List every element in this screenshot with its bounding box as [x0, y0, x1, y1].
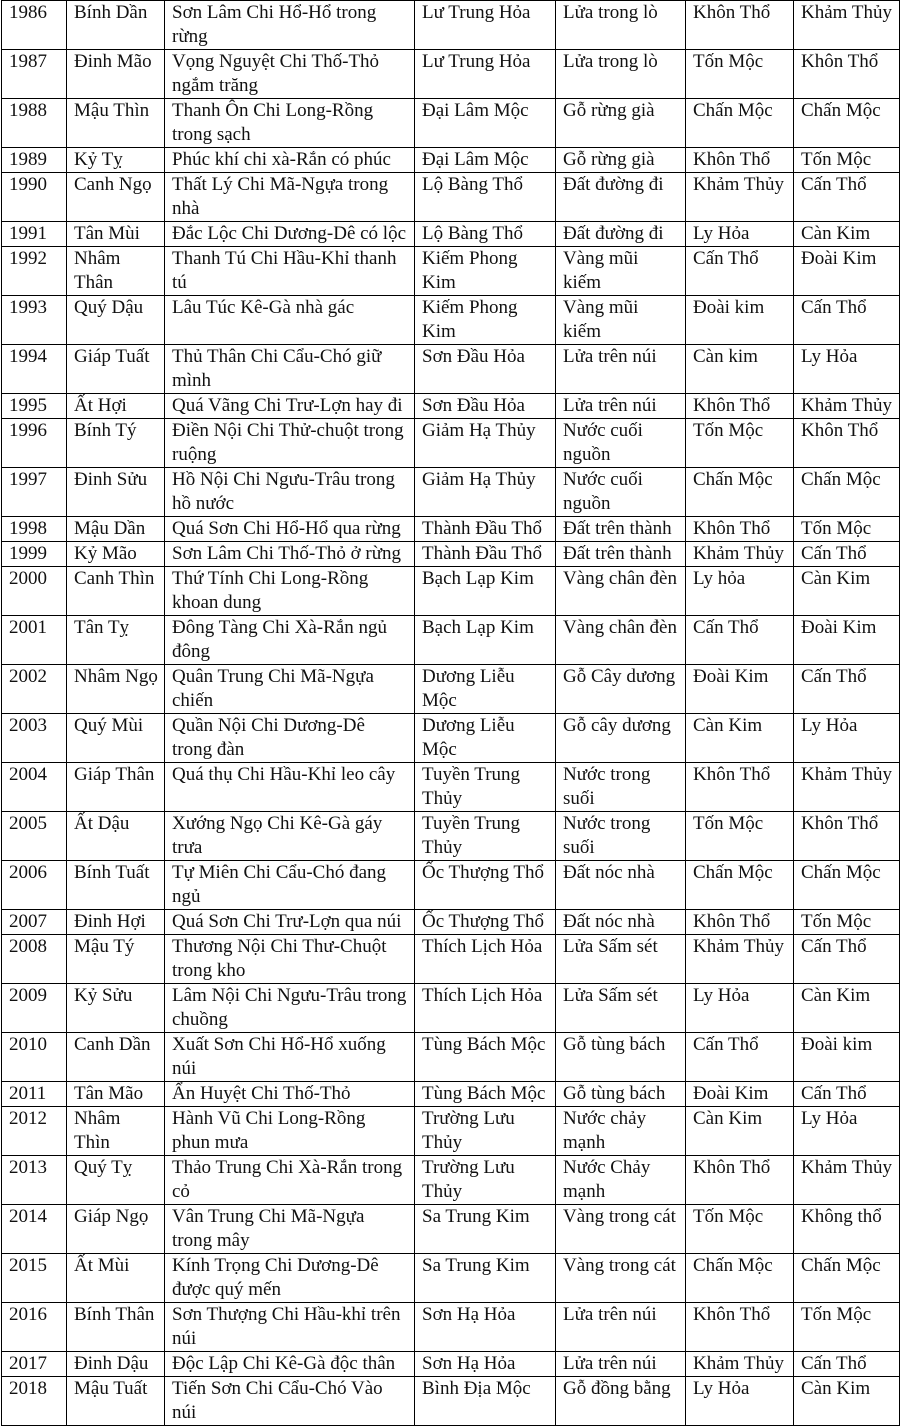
napam-cell: Tùng Bách Mộc	[415, 1082, 556, 1107]
can-chi-cell: Tân Mão	[67, 1082, 165, 1107]
year-cell: 2015	[2, 1254, 67, 1303]
napam-cell: Tuyền Trung Thủy	[415, 763, 556, 812]
napam-cell: Sa Trung Kim	[415, 1254, 556, 1303]
table-row	[2, 345, 900, 394]
menh-female-cell: Khảm Thủy	[794, 1, 900, 50]
menh-male-cell: Khôn Thổ	[686, 1, 794, 50]
table-row	[2, 247, 900, 296]
table-row	[2, 616, 900, 665]
can-chi-cell: Quý Dậu	[67, 296, 165, 345]
table-row	[2, 665, 900, 714]
menh-name-cell: Thanh Tú Chi Hầu-Khỉ thanh tú	[165, 247, 415, 296]
can-chi-cell: Mậu Thìn	[67, 99, 165, 148]
year-cell: 1995	[2, 394, 67, 419]
year-cell: 2008	[2, 935, 67, 984]
table-row	[2, 1254, 900, 1303]
napam-meaning-cell: Nước cuối nguồn	[556, 468, 686, 517]
napam-meaning-cell: Đất trên thành	[556, 517, 686, 542]
napam-meaning-cell: Đất đường đi	[556, 173, 686, 222]
table-row	[2, 468, 900, 517]
menh-female-cell: Chấn Mộc	[794, 468, 900, 517]
year-cell: 1988	[2, 99, 67, 148]
table-row	[2, 1303, 900, 1352]
napam-cell: Thành Đầu Thổ	[415, 542, 556, 567]
table-row	[2, 99, 900, 148]
napam-cell: Kiếm Phong Kim	[415, 247, 556, 296]
menh-name-cell: Hồ Nội Chi Ngưu-Trâu trong hồ nước	[165, 468, 415, 517]
menh-male-cell: Ly hỏa	[686, 567, 794, 616]
napam-cell: Lộ Bàng Thổ	[415, 222, 556, 247]
year-cell: 2016	[2, 1303, 67, 1352]
menh-name-cell: Đông Tàng Chi Xà-Rắn ngủ đông	[165, 616, 415, 665]
can-chi-cell: Bính Tuất	[67, 861, 165, 910]
year-cell: 2018	[2, 1377, 67, 1426]
table-row	[2, 567, 900, 616]
can-chi-cell: Đinh Dậu	[67, 1352, 165, 1377]
menh-female-cell: Đoài Kim	[794, 247, 900, 296]
napam-cell: Trường Lưu Thủy	[415, 1156, 556, 1205]
table-row	[2, 935, 900, 984]
menh-name-cell: Điền Nội Chi Thử-chuột trong ruộng	[165, 419, 415, 468]
can-chi-cell: Canh Thìn	[67, 567, 165, 616]
menh-name-cell: Phúc khí chi xà-Rắn có phúc	[165, 148, 415, 173]
menh-female-cell: Ly Hỏa	[794, 714, 900, 763]
menh-female-cell: Cấn Thổ	[794, 542, 900, 567]
napam-cell: Dương Liễu Mộc	[415, 665, 556, 714]
menh-name-cell: Sơn Lâm Chi Thố-Thỏ ở rừng	[165, 542, 415, 567]
year-cell: 2001	[2, 616, 67, 665]
year-cell: 1996	[2, 419, 67, 468]
table-row	[2, 1082, 900, 1107]
can-chi-cell: Đinh Mão	[67, 50, 165, 99]
napam-meaning-cell: Nước cuối nguồn	[556, 419, 686, 468]
year-cell: 1992	[2, 247, 67, 296]
can-chi-cell: Kỷ Tỵ	[67, 148, 165, 173]
menh-male-cell: Ly Hỏa	[686, 984, 794, 1033]
menh-male-cell: Ly Hỏa	[686, 1377, 794, 1426]
table-row	[2, 1, 900, 50]
table-row	[2, 714, 900, 763]
year-cell: 1998	[2, 517, 67, 542]
napam-meaning-cell: Đất trên thành	[556, 542, 686, 567]
table-row	[2, 173, 900, 222]
table-row	[2, 1352, 900, 1377]
napam-cell: Giảm Hạ Thủy	[415, 419, 556, 468]
table-row	[2, 1107, 900, 1156]
menh-female-cell: Càn Kim	[794, 1377, 900, 1426]
napam-cell: Sơn Hạ Hỏa	[415, 1303, 556, 1352]
menh-female-cell: Chấn Mộc	[794, 861, 900, 910]
napam-cell: Kiếm Phong Kim	[415, 296, 556, 345]
year-cell: 2017	[2, 1352, 67, 1377]
menh-female-cell: Cấn Thổ	[794, 296, 900, 345]
menh-name-cell: Hành Vũ Chi Long-Rồng phun mưa	[165, 1107, 415, 1156]
napam-cell: Thích Lịch Hỏa	[415, 984, 556, 1033]
menh-name-cell: Thanh Ôn Chi Long-Rồng trong sạch	[165, 99, 415, 148]
year-cell: 1986	[2, 1, 67, 50]
menh-male-cell: Khôn Thổ	[686, 517, 794, 542]
menh-name-cell: Thất Lý Chi Mã-Ngựa trong nhà	[165, 173, 415, 222]
napam-meaning-cell: Lửa trên núi	[556, 1303, 686, 1352]
can-chi-cell: Quý Mùi	[67, 714, 165, 763]
year-cell: 2012	[2, 1107, 67, 1156]
napam-meaning-cell: Đất nóc nhà	[556, 861, 686, 910]
menh-male-cell: Khôn Thổ	[686, 148, 794, 173]
year-cell: 2013	[2, 1156, 67, 1205]
table-row	[2, 517, 900, 542]
can-chi-cell: Nhâm Ngọ	[67, 665, 165, 714]
menh-name-cell: Tự Miên Chi Cẩu-Chó đang ngủ	[165, 861, 415, 910]
napam-cell: Sơn Đầu Hỏa	[415, 394, 556, 419]
napam-meaning-cell: Lửa trên núi	[556, 1352, 686, 1377]
napam-meaning-cell: Vàng trong cát	[556, 1205, 686, 1254]
menh-male-cell: Chấn Mộc	[686, 861, 794, 910]
napam-meaning-cell: Gỗ rừng già	[556, 99, 686, 148]
napam-meaning-cell: Lửa trên núi	[556, 394, 686, 419]
menh-male-cell: Càn Kim	[686, 1107, 794, 1156]
year-cell: 1994	[2, 345, 67, 394]
table-row	[2, 910, 900, 935]
menh-male-cell: Càn Kim	[686, 714, 794, 763]
menh-name-cell: Quá Vãng Chi Trư-Lợn hay đi	[165, 394, 415, 419]
menh-female-cell: Đoài kim	[794, 1033, 900, 1082]
year-cell: 1987	[2, 50, 67, 99]
menh-female-cell: Cấn Thổ	[794, 1082, 900, 1107]
napam-meaning-cell: Nước trong suối	[556, 763, 686, 812]
can-chi-cell: Đinh Hợi	[67, 910, 165, 935]
napam-meaning-cell: Lửa trên núi	[556, 345, 686, 394]
can-chi-cell: Ất Hợi	[67, 394, 165, 419]
year-cell: 1999	[2, 542, 67, 567]
napam-cell: Tuyền Trung Thủy	[415, 812, 556, 861]
menh-female-cell: Chấn Mộc	[794, 1254, 900, 1303]
menh-name-cell: Thương Nội Chi Thư-Chuột trong kho	[165, 935, 415, 984]
can-chi-cell: Kỷ Sửu	[67, 984, 165, 1033]
year-cell: 1990	[2, 173, 67, 222]
zodiac-table	[1, 0, 900, 1426]
napam-meaning-cell: Vàng chân đèn	[556, 616, 686, 665]
napam-cell: Ốc Thượng Thổ	[415, 861, 556, 910]
napam-cell: Giảm Hạ Thủy	[415, 468, 556, 517]
napam-cell: Bạch Lạp Kim	[415, 616, 556, 665]
menh-name-cell: Xuất Sơn Chi Hổ-Hổ xuống núi	[165, 1033, 415, 1082]
napam-meaning-cell: Lửa Sấm sét	[556, 935, 686, 984]
year-cell: 2014	[2, 1205, 67, 1254]
napam-cell: Thành Đầu Thổ	[415, 517, 556, 542]
can-chi-cell: Mậu Tuất	[67, 1377, 165, 1426]
table-row	[2, 984, 900, 1033]
menh-name-cell: Quá Sơn Chi Hổ-Hổ qua rừng	[165, 517, 415, 542]
napam-meaning-cell: Lửa Sấm sét	[556, 984, 686, 1033]
menh-female-cell: Khảm Thủy	[794, 394, 900, 419]
menh-name-cell: Ẩn Huyệt Chi Thố-Thỏ	[165, 1082, 415, 1107]
menh-name-cell: Quá Sơn Chi Trư-Lợn qua núi	[165, 910, 415, 935]
menh-male-cell: Tốn Mộc	[686, 1205, 794, 1254]
menh-female-cell: Khảm Thủy	[794, 1156, 900, 1205]
table-row	[2, 394, 900, 419]
menh-female-cell: Tốn Mộc	[794, 910, 900, 935]
year-cell: 2002	[2, 665, 67, 714]
menh-male-cell: Cấn Thổ	[686, 616, 794, 665]
menh-male-cell: Tốn Mộc	[686, 419, 794, 468]
year-cell: 1991	[2, 222, 67, 247]
menh-male-cell: Đoài kim	[686, 296, 794, 345]
can-chi-cell: Canh Ngọ	[67, 173, 165, 222]
napam-cell: Ốc Thượng Thổ	[415, 910, 556, 935]
menh-female-cell: Ly Hỏa	[794, 1107, 900, 1156]
menh-male-cell: Tốn Mộc	[686, 50, 794, 99]
can-chi-cell: Bính Dần	[67, 1, 165, 50]
menh-female-cell: Khảm Thủy	[794, 763, 900, 812]
table-row	[2, 50, 900, 99]
menh-female-cell: Cấn Thổ	[794, 935, 900, 984]
napam-cell: Sơn Hạ Hỏa	[415, 1352, 556, 1377]
napam-meaning-cell: Nước trong suối	[556, 812, 686, 861]
menh-female-cell: Không thổ	[794, 1205, 900, 1254]
table-row	[2, 296, 900, 345]
menh-female-cell: Cấn Thổ	[794, 1352, 900, 1377]
menh-female-cell: Tốn Mộc	[794, 517, 900, 542]
year-cell: 1989	[2, 148, 67, 173]
year-cell: 2003	[2, 714, 67, 763]
napam-meaning-cell: Gỗ Cây dương	[556, 665, 686, 714]
menh-name-cell: Sơn Thượng Chi Hầu-khỉ trên núi	[165, 1303, 415, 1352]
napam-cell: Trường Lưu Thủy	[415, 1107, 556, 1156]
can-chi-cell: Bính Thân	[67, 1303, 165, 1352]
menh-female-cell: Càn Kim	[794, 222, 900, 247]
menh-female-cell: Càn Kim	[794, 567, 900, 616]
can-chi-cell: Tân Mùi	[67, 222, 165, 247]
year-cell: 2005	[2, 812, 67, 861]
menh-male-cell: Khảm Thủy	[686, 1352, 794, 1377]
menh-male-cell: Cấn Thổ	[686, 247, 794, 296]
year-cell: 2007	[2, 910, 67, 935]
table-row	[2, 148, 900, 173]
menh-name-cell: Vọng Nguyệt Chi Thố-Thỏ ngắm trăng	[165, 50, 415, 99]
can-chi-cell: Giáp Tuất	[67, 345, 165, 394]
menh-male-cell: Khôn Thổ	[686, 910, 794, 935]
napam-meaning-cell: Vàng trong cát	[556, 1254, 686, 1303]
menh-male-cell: Cấn Thổ	[686, 1033, 794, 1082]
napam-cell: Lộ Bàng Thổ	[415, 173, 556, 222]
napam-meaning-cell: Gỗ rừng già	[556, 148, 686, 173]
menh-name-cell: Thảo Trung Chi Xà-Rắn trong cỏ	[165, 1156, 415, 1205]
table-row	[2, 1033, 900, 1082]
year-cell: 1993	[2, 296, 67, 345]
table-row	[2, 861, 900, 910]
menh-male-cell: Chấn Mộc	[686, 1254, 794, 1303]
can-chi-cell: Giáp Ngọ	[67, 1205, 165, 1254]
table-row	[2, 222, 900, 247]
menh-name-cell: Vân Trung Chi Mã-Ngựa trong mây	[165, 1205, 415, 1254]
menh-name-cell: Độc Lập Chi Kê-Gà độc thân	[165, 1352, 415, 1377]
menh-female-cell: Tốn Mộc	[794, 148, 900, 173]
table-row	[2, 812, 900, 861]
menh-female-cell: Khôn Thổ	[794, 50, 900, 99]
menh-male-cell: Đoài Kim	[686, 1082, 794, 1107]
napam-cell: Lư Trung Hỏa	[415, 1, 556, 50]
napam-meaning-cell: Gỗ đồng bằng	[556, 1377, 686, 1426]
menh-male-cell: Khảm Thủy	[686, 173, 794, 222]
year-cell: 2004	[2, 763, 67, 812]
table-row	[2, 1156, 900, 1205]
can-chi-cell: Tân Tỵ	[67, 616, 165, 665]
table-row	[2, 542, 900, 567]
menh-male-cell: Khảm Thủy	[686, 542, 794, 567]
napam-cell: Tùng Bách Mộc	[415, 1033, 556, 1082]
napam-meaning-cell: Gỗ tùng bách	[556, 1082, 686, 1107]
menh-male-cell: Khôn Thổ	[686, 1303, 794, 1352]
can-chi-cell: Mậu Tý	[67, 935, 165, 984]
menh-female-cell: Khôn Thổ	[794, 812, 900, 861]
year-cell: 2000	[2, 567, 67, 616]
menh-name-cell: Lâm Nội Chi Ngưu-Trâu trong chuồng	[165, 984, 415, 1033]
napam-meaning-cell: Lửa trong lò	[556, 50, 686, 99]
can-chi-cell: Ất Dậu	[67, 812, 165, 861]
can-chi-cell: Mậu Dần	[67, 517, 165, 542]
menh-name-cell: Thứ Tính Chi Long-Rồng khoan dung	[165, 567, 415, 616]
napam-cell: Lư Trung Hỏa	[415, 50, 556, 99]
napam-cell: Đại Lâm Mộc	[415, 99, 556, 148]
menh-female-cell: Chấn Mộc	[794, 99, 900, 148]
menh-name-cell: Quá thụ Chi Hầu-Khỉ leo cây	[165, 763, 415, 812]
menh-male-cell: Khôn Thổ	[686, 763, 794, 812]
table-body	[2, 1, 900, 1426]
menh-male-cell: Khôn Thổ	[686, 1156, 794, 1205]
napam-meaning-cell: Vàng chân đèn	[556, 567, 686, 616]
menh-female-cell: Khôn Thổ	[794, 419, 900, 468]
can-chi-cell: Ất Mùi	[67, 1254, 165, 1303]
menh-name-cell: Quân Trung Chi Mã-Ngựa chiến	[165, 665, 415, 714]
napam-meaning-cell: Vàng mũi kiếm	[556, 296, 686, 345]
menh-name-cell: Lâu Túc Kê-Gà nhà gác	[165, 296, 415, 345]
napam-meaning-cell: Gỗ cây dương	[556, 714, 686, 763]
year-cell: 1997	[2, 468, 67, 517]
napam-cell: Dương Liễu Mộc	[415, 714, 556, 763]
menh-name-cell: Thủ Thân Chi Cẩu-Chó giữ mình	[165, 345, 415, 394]
menh-name-cell: Tiến Sơn Chi Cẩu-Chó Vào núi	[165, 1377, 415, 1426]
can-chi-cell: Nhâm Thìn	[67, 1107, 165, 1156]
napam-cell: Thích Lịch Hỏa	[415, 935, 556, 984]
table-row	[2, 1205, 900, 1254]
menh-male-cell: Chấn Mộc	[686, 99, 794, 148]
menh-female-cell: Tốn Mộc	[794, 1303, 900, 1352]
napam-meaning-cell: Đất đường đi	[556, 222, 686, 247]
can-chi-cell: Nhâm Thân	[67, 247, 165, 296]
napam-meaning-cell: Gỗ tùng bách	[556, 1033, 686, 1082]
napam-meaning-cell: Đất nóc nhà	[556, 910, 686, 935]
napam-meaning-cell: Lửa trong lò	[556, 1, 686, 50]
napam-meaning-cell: Nước chảy mạnh	[556, 1107, 686, 1156]
menh-female-cell: Cấn Thổ	[794, 665, 900, 714]
can-chi-cell: Đinh Sửu	[67, 468, 165, 517]
napam-cell: Bạch Lạp Kim	[415, 567, 556, 616]
table-row	[2, 763, 900, 812]
year-cell: 2010	[2, 1033, 67, 1082]
year-cell: 2011	[2, 1082, 67, 1107]
menh-male-cell: Tốn Mộc	[686, 812, 794, 861]
year-cell: 2006	[2, 861, 67, 910]
can-chi-cell: Bính Tý	[67, 419, 165, 468]
menh-name-cell: Quần Nội Chi Dương-Dê trong đàn	[165, 714, 415, 763]
table-row	[2, 419, 900, 468]
year-cell: 2009	[2, 984, 67, 1033]
menh-name-cell: Kính Trọng Chi Dương-Dê được quý mến	[165, 1254, 415, 1303]
menh-female-cell: Ly Hỏa	[794, 345, 900, 394]
napam-cell: Sa Trung Kim	[415, 1205, 556, 1254]
menh-female-cell: Cấn Thổ	[794, 173, 900, 222]
menh-female-cell: Đoài Kim	[794, 616, 900, 665]
can-chi-cell: Giáp Thân	[67, 763, 165, 812]
napam-cell: Bình Địa Mộc	[415, 1377, 556, 1426]
napam-meaning-cell: Nước Chảy mạnh	[556, 1156, 686, 1205]
napam-meaning-cell: Vàng mũi kiếm	[556, 247, 686, 296]
menh-male-cell: Càn kim	[686, 345, 794, 394]
menh-male-cell: Đoài Kim	[686, 665, 794, 714]
table-row	[2, 1377, 900, 1426]
napam-cell: Sơn Đầu Hỏa	[415, 345, 556, 394]
menh-male-cell: Ly Hỏa	[686, 222, 794, 247]
menh-name-cell: Đắc Lộc Chi Dương-Dê có lộc	[165, 222, 415, 247]
can-chi-cell: Kỷ Mão	[67, 542, 165, 567]
menh-female-cell: Càn Kim	[794, 984, 900, 1033]
menh-name-cell: Sơn Lâm Chi Hổ-Hổ trong rừng	[165, 1, 415, 50]
menh-male-cell: Khôn Thổ	[686, 394, 794, 419]
menh-male-cell: Khảm Thủy	[686, 935, 794, 984]
napam-cell: Đại Lâm Mộc	[415, 148, 556, 173]
can-chi-cell: Canh Dần	[67, 1033, 165, 1082]
menh-male-cell: Chấn Mộc	[686, 468, 794, 517]
can-chi-cell: Quý Tỵ	[67, 1156, 165, 1205]
menh-name-cell: Xướng Ngọ Chi Kê-Gà gáy trưa	[165, 812, 415, 861]
